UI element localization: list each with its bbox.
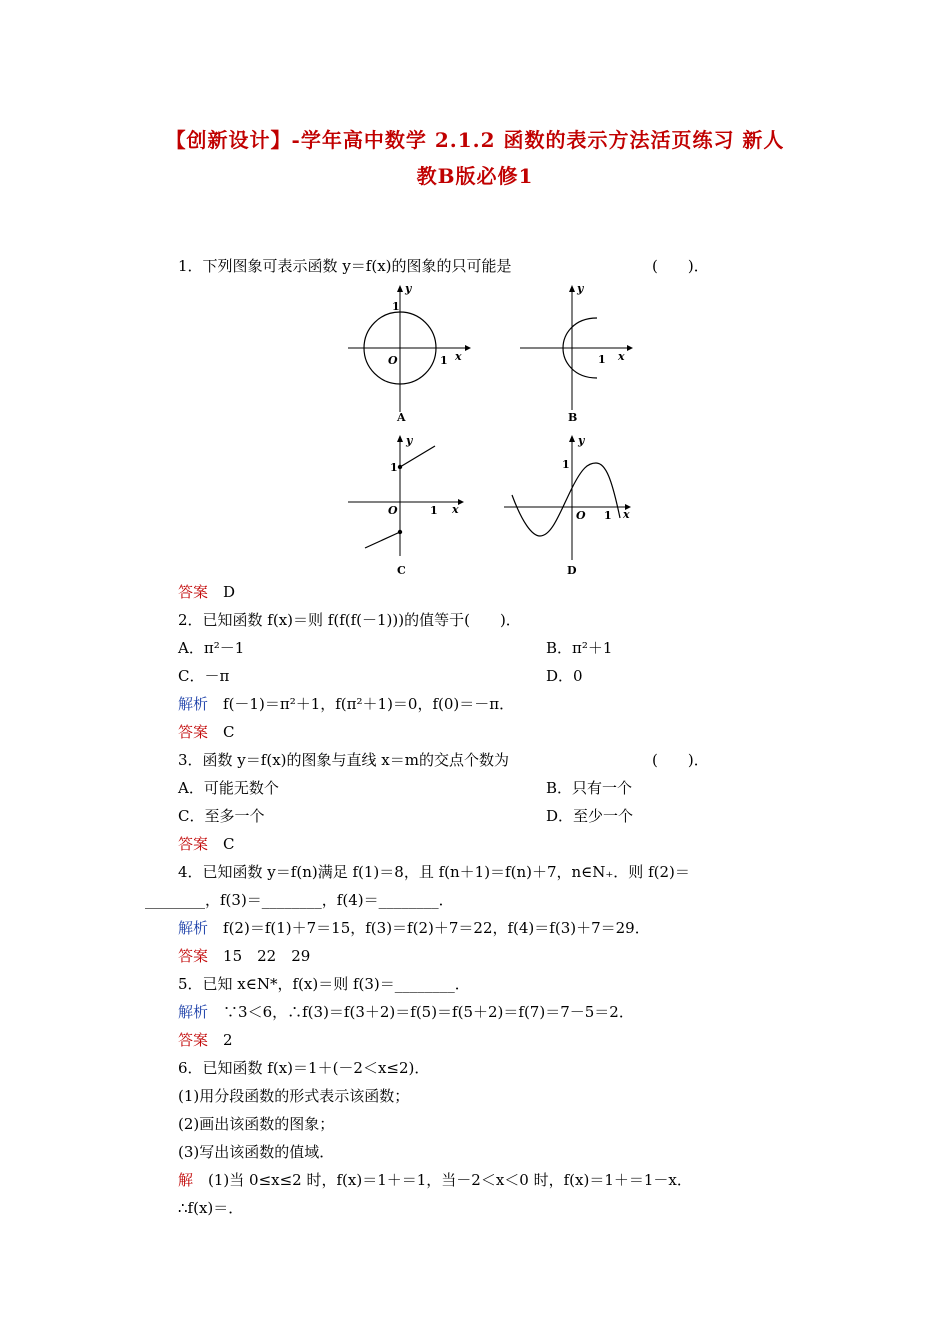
q3-answer-row bbox=[178, 834, 235, 854]
answer-label: 答案 bbox=[178, 583, 209, 601]
graph-d-y-arrow bbox=[569, 435, 575, 442]
q5-stem: 5．已知 x∈N*，f(x)＝则 f(3)＝________． bbox=[178, 975, 470, 993]
q3-option-b: B．只有一个 bbox=[546, 779, 633, 797]
graph-c-upper-dot bbox=[398, 465, 402, 469]
graph-c-y-arrow bbox=[397, 435, 403, 442]
q6-part1: (1)用分段函数的形式表示该函数； bbox=[178, 1087, 410, 1105]
q4-analysis-row bbox=[178, 918, 650, 938]
q4-answer: 15 22 29 bbox=[223, 947, 311, 965]
graph-c-caption: C bbox=[397, 564, 406, 577]
graph-c-lower-dot bbox=[398, 530, 402, 534]
graph-d bbox=[500, 430, 645, 580]
graph-a-y-arrow bbox=[397, 285, 403, 292]
q4-stem-line2: ________，f(3)＝________，f(4)＝________． bbox=[145, 891, 454, 909]
graph-a-x-arrow bbox=[465, 345, 471, 351]
graph-d-origin: O bbox=[576, 509, 586, 522]
q5-answer: 2 bbox=[223, 1031, 233, 1049]
q3-option-c: C．至多一个 bbox=[178, 807, 265, 825]
graph-d-curve bbox=[512, 463, 620, 536]
graph-a-one-x: 1 bbox=[440, 354, 448, 367]
q4-stem-line1: 4．已知函数 y＝f(n)满足 f(1)＝8，且 f(n＋1)＝f(n)＋7，n∈N₊．则 f(2)＝ bbox=[178, 863, 690, 881]
q2-option-b: B．π²＋1 bbox=[546, 639, 613, 657]
answer-label: 答案 bbox=[178, 723, 209, 741]
graph-c-lower-ray bbox=[365, 532, 400, 548]
graph-a-one-y: 1 bbox=[392, 300, 400, 313]
graph-a-origin: O bbox=[388, 354, 398, 367]
graph-d-x-label: x bbox=[623, 508, 630, 521]
q4-answer-row bbox=[178, 946, 310, 966]
q2-option-a: A．π²－1 bbox=[178, 639, 245, 657]
doc-title-line1: 【创新设计】-学年高中数学 2.1.2 函数的表示方法活页练习 新人 bbox=[165, 128, 785, 152]
q6-stem: 6．已知函数 f(x)＝1＋(－2＜x≤2)． bbox=[178, 1059, 430, 1077]
q2-stem: 2．已知函数 f(x)＝则 f(f(f(－1)))的值等于( )． bbox=[178, 611, 521, 629]
analysis-label: 解析 bbox=[178, 919, 209, 937]
graph-a bbox=[340, 280, 480, 430]
q2-analysis-row bbox=[178, 694, 514, 714]
q3-option-a: A．可能无数个 bbox=[178, 779, 279, 797]
q6-part2: (2)画出该函数的图象； bbox=[178, 1115, 335, 1133]
q5-analysis-row bbox=[178, 1002, 634, 1022]
q5-answer-row bbox=[178, 1030, 233, 1050]
q2-analysis: f(－1)＝π²＋1，f(π²＋1)＝0，f(0)＝－π． bbox=[223, 695, 515, 713]
graph-b-caption: B bbox=[568, 411, 578, 424]
graph-d-y-label: y bbox=[578, 434, 585, 447]
answer-label: 答案 bbox=[178, 1031, 209, 1049]
graph-d-one-y: 1 bbox=[562, 458, 570, 471]
q1-stem: 1．下列图象可表示函数 y＝f(x)的图象的只可能是 bbox=[178, 257, 512, 275]
q4-analysis: f(2)＝f(1)＋7＝15，f(3)＝f(2)＋7＝22，f(4)＝f(3)＋7＝29． bbox=[223, 919, 650, 937]
q2-option-c: C．－π bbox=[178, 667, 230, 685]
graph-b-y-label: y bbox=[577, 282, 584, 295]
analysis-label: 解析 bbox=[178, 695, 209, 713]
graph-c-one-y: 1 bbox=[390, 461, 398, 474]
q6-solution-row bbox=[178, 1170, 692, 1190]
q2-option-d: D．0 bbox=[546, 667, 583, 685]
q1-answer-row bbox=[178, 582, 235, 602]
graph-c-y-label: y bbox=[406, 434, 413, 447]
q2-answer-row bbox=[178, 722, 235, 742]
graph-a-y-label: y bbox=[405, 282, 412, 295]
graph-d-caption: D bbox=[567, 564, 577, 577]
q3-option-d: D．至少一个 bbox=[546, 807, 634, 825]
q2-answer: C bbox=[223, 723, 235, 741]
graph-c-x-arrow bbox=[458, 499, 464, 505]
graph-b-one-x: 1 bbox=[598, 353, 606, 366]
graph-b bbox=[515, 280, 645, 430]
q1-paren: ( )． bbox=[652, 257, 709, 275]
graph-c-one-x: 1 bbox=[430, 504, 438, 517]
graph-a-caption: A bbox=[397, 411, 406, 424]
q3-stem: 3．函数 y＝f(x)的图象与直线 x＝m的交点个数为 bbox=[178, 751, 509, 769]
q5-analysis: ∵3＜6，∴f(3)＝f(3＋2)＝f(5)＝f(5＋2)＝f(7)＝7－5＝2． bbox=[223, 1003, 634, 1021]
q6-solution-line1: (1)当 0≤x≤2 时，f(x)＝1＋＝1，当－2＜x＜0 时，f(x)＝1＋＝1－x． bbox=[208, 1171, 692, 1189]
q1-answer: D bbox=[223, 583, 236, 601]
graph-c-x-label: x bbox=[452, 503, 459, 516]
graph-b-x-label: x bbox=[618, 350, 625, 363]
graph-c bbox=[340, 430, 480, 580]
graph-a-x-label: x bbox=[455, 350, 462, 363]
graph-c-upper-ray bbox=[400, 446, 435, 467]
analysis-label: 解析 bbox=[178, 1003, 209, 1021]
q3-answer: C bbox=[223, 835, 235, 853]
graph-d-one-x: 1 bbox=[604, 509, 612, 522]
answer-label: 答案 bbox=[178, 947, 209, 965]
doc-title-line2: 教B版必修1 bbox=[416, 164, 534, 188]
solution-label: 解 bbox=[178, 1171, 194, 1189]
graph-c-origin: O bbox=[388, 504, 398, 517]
answer-label: 答案 bbox=[178, 835, 209, 853]
graph-b-x-arrow bbox=[627, 345, 633, 351]
q3-paren: ( )． bbox=[652, 751, 709, 769]
q6-solution-line2: ∴f(x)＝． bbox=[178, 1199, 244, 1217]
q6-part3: (3)写出该函数的值域． bbox=[178, 1143, 335, 1161]
graph-b-y-arrow bbox=[569, 285, 575, 292]
